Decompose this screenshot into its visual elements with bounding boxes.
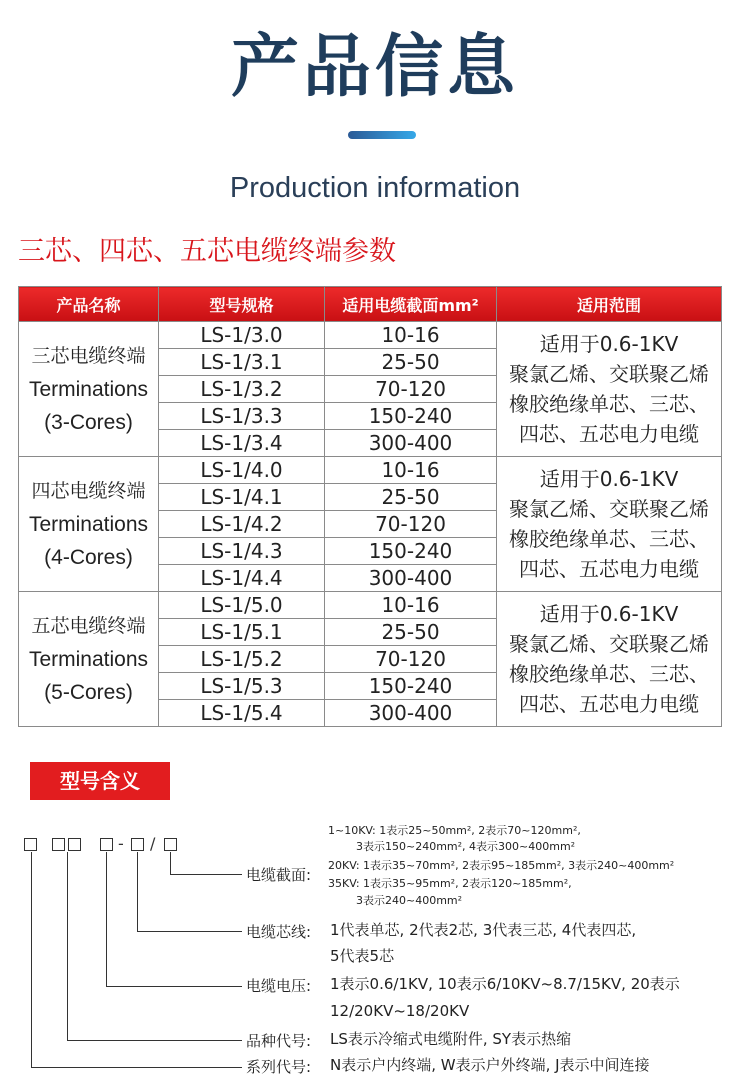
section-cell: 70-120 bbox=[325, 646, 497, 673]
section-cell: 300-400 bbox=[325, 565, 497, 592]
cross-section-label: 电缆截面: bbox=[246, 866, 312, 884]
product-name-cores: (3-Cores) bbox=[44, 410, 133, 434]
connector-line bbox=[31, 1067, 242, 1068]
connector-line bbox=[170, 874, 242, 875]
model-cell: LS-1/4.1 bbox=[159, 484, 325, 511]
code-separator-slash: / bbox=[150, 834, 156, 853]
section-cell: 70-120 bbox=[325, 511, 497, 538]
model-cell: LS-1/3.0 bbox=[159, 322, 325, 349]
connector-line bbox=[67, 852, 68, 1040]
connector-line bbox=[67, 1040, 242, 1041]
model-cell: LS-1/4.4 bbox=[159, 565, 325, 592]
model-cell: LS-1/5.2 bbox=[159, 646, 325, 673]
scope-line: 适用于0.6-1KV bbox=[539, 332, 679, 356]
model-cell: LS-1/5.4 bbox=[159, 700, 325, 727]
cores-label: 电缆芯线: bbox=[246, 923, 312, 941]
scope-line: 橡胶绝缘单芯、三芯、 bbox=[509, 662, 709, 686]
title-underline bbox=[348, 131, 416, 139]
cross-section-35kv: 35KV: 1表示35~95mm², 2表示120~185mm², bbox=[328, 877, 572, 890]
table-row bbox=[19, 592, 722, 619]
model-meaning-label: 型号含义 bbox=[30, 762, 170, 800]
code-box-cores bbox=[131, 838, 144, 851]
section-cell: 25-50 bbox=[325, 619, 497, 646]
connector-line bbox=[137, 931, 242, 932]
section-cell: 300-400 bbox=[325, 700, 497, 727]
series-label: 系列代号: bbox=[246, 1058, 312, 1076]
model-cell: LS-1/5.3 bbox=[159, 673, 325, 700]
model-cell: LS-1/3.4 bbox=[159, 430, 325, 457]
variety-desc: LS表示冷缩式电缆附件, SY表示热缩 bbox=[330, 1030, 572, 1048]
table-header-row bbox=[19, 287, 722, 322]
product-name-cores: (5-Cores) bbox=[44, 680, 133, 704]
scope-line: 四芯、五芯电力电缆 bbox=[519, 557, 699, 581]
spec-table bbox=[18, 286, 722, 727]
header-section: 适用电缆截面mm² bbox=[325, 287, 497, 322]
section-cell: 25-50 bbox=[325, 349, 497, 376]
code-box-variety-2 bbox=[68, 838, 81, 851]
model-cell: LS-1/4.2 bbox=[159, 511, 325, 538]
code-box-variety-1 bbox=[52, 838, 65, 851]
scope-cell bbox=[497, 592, 722, 727]
series-desc: N表示户内终端, W表示户外终端, J表示中间连接 bbox=[330, 1056, 650, 1074]
product-name-en: Terminations bbox=[28, 512, 149, 536]
scope-line: 聚氯乙烯、交联聚乙烯 bbox=[509, 497, 709, 521]
cores-desc-cont: 5代表5芯 bbox=[330, 947, 395, 965]
scope-line: 四芯、五芯电力电缆 bbox=[519, 692, 699, 716]
scope-line: 适用于0.6-1KV bbox=[539, 467, 679, 491]
section-cell: 10-16 bbox=[325, 322, 497, 349]
scope-line: 橡胶绝缘单芯、三芯、 bbox=[509, 392, 709, 416]
section-cell: 150-240 bbox=[325, 403, 497, 430]
table-row bbox=[19, 457, 722, 484]
product-name-en: Terminations bbox=[28, 377, 149, 401]
model-cell: LS-1/4.3 bbox=[159, 538, 325, 565]
connector-line bbox=[31, 852, 32, 1067]
cross-section-35kv-cont: 3表示240~400mm² bbox=[356, 894, 463, 907]
section-cell: 70-120 bbox=[325, 376, 497, 403]
scope-cell bbox=[497, 322, 722, 457]
cores-desc: 1代表单芯, 2代表2芯, 3代表三芯, 4代表四芯, bbox=[330, 921, 637, 939]
scope-line: 橡胶绝缘单芯、三芯、 bbox=[509, 527, 709, 551]
header-scope: 适用范围 bbox=[497, 287, 722, 322]
code-box-section bbox=[164, 838, 177, 851]
model-cell: LS-1/5.0 bbox=[159, 592, 325, 619]
product-name-cn: 五芯电缆终端 bbox=[31, 614, 146, 637]
model-cell: LS-1/5.1 bbox=[159, 619, 325, 646]
cross-section-1-10kv-cont: 3表示150~240mm², 4表示300~400mm² bbox=[356, 840, 576, 853]
connector-line bbox=[137, 852, 138, 931]
cross-section-20kv: 20KV: 1表示35~70mm², 2表示95~185mm², 3表示240~400mm² bbox=[328, 859, 675, 872]
voltage-desc-cont: 12/20KV~18/20KV bbox=[330, 1002, 470, 1020]
code-separator-dash: - bbox=[118, 834, 124, 853]
product-name-cn: 四芯电缆终端 bbox=[31, 479, 146, 502]
page-subtitle: Production information bbox=[229, 172, 521, 204]
model-cell: LS-1/3.2 bbox=[159, 376, 325, 403]
cross-section-1-10kv: 1~10KV: 1表示25~50mm², 2表示70~120mm², bbox=[328, 824, 581, 837]
model-cell: LS-1/3.3 bbox=[159, 403, 325, 430]
product-name-cn: 三芯电缆终端 bbox=[31, 344, 146, 367]
connector-line bbox=[106, 852, 107, 986]
section-cell: 150-240 bbox=[325, 538, 497, 565]
model-cell: LS-1/3.1 bbox=[159, 349, 325, 376]
product-name-en: Terminations bbox=[28, 647, 149, 671]
header-product-name: 产品名称 bbox=[19, 287, 159, 322]
section-cell: 300-400 bbox=[325, 430, 497, 457]
scope-line: 聚氯乙烯、交联聚乙烯 bbox=[509, 632, 709, 656]
page-title: 产品信息 bbox=[230, 28, 519, 107]
voltage-desc: 1表示0.6/1KV, 10表示6/10KV~8.7/15KV, 20表示 bbox=[330, 975, 680, 993]
product-name-cores: (4-Cores) bbox=[44, 545, 133, 569]
header-model: 型号规格 bbox=[159, 287, 325, 322]
scope-cell bbox=[497, 457, 722, 592]
product-name-cell bbox=[19, 322, 159, 457]
code-box-series bbox=[24, 838, 37, 851]
model-cell: LS-1/4.0 bbox=[159, 457, 325, 484]
section-cell: 25-50 bbox=[325, 484, 497, 511]
section-title: 三芯、四芯、五芯电缆终端参数 bbox=[18, 236, 396, 267]
connector-line bbox=[170, 852, 171, 874]
table-row bbox=[19, 322, 722, 349]
code-box-voltage bbox=[100, 838, 113, 851]
variety-label: 品种代号: bbox=[246, 1032, 312, 1050]
voltage-label: 电缆电压: bbox=[246, 977, 312, 995]
section-cell: 10-16 bbox=[325, 592, 497, 619]
scope-line: 聚氯乙烯、交联聚乙烯 bbox=[509, 362, 709, 386]
section-cell: 10-16 bbox=[325, 457, 497, 484]
connector-line bbox=[106, 986, 242, 987]
scope-line: 适用于0.6-1KV bbox=[539, 602, 679, 626]
product-name-cell bbox=[19, 457, 159, 592]
section-cell: 150-240 bbox=[325, 673, 497, 700]
product-name-cell bbox=[19, 592, 159, 727]
scope-line: 四芯、五芯电力电缆 bbox=[519, 422, 699, 446]
